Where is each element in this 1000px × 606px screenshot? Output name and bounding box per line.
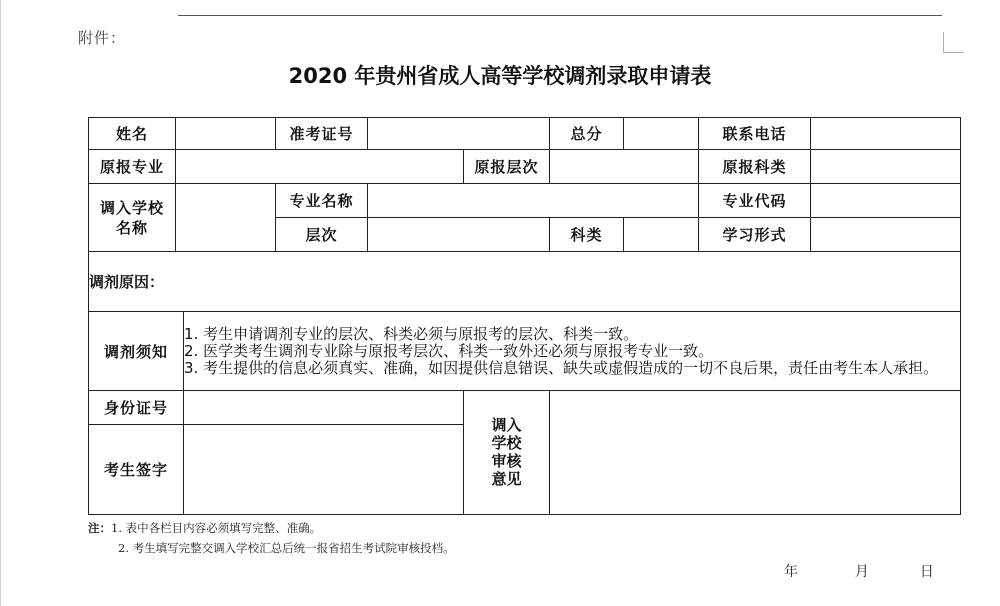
note-lead: 注： <box>88 521 111 535</box>
school-opinion-field[interactable] <box>550 390 961 514</box>
date-day: 日 <box>919 564 934 580</box>
orig-level-field[interactable] <box>550 150 699 184</box>
category-label: 科类 <box>550 218 624 252</box>
orig-category-field[interactable] <box>811 150 961 184</box>
school-opinion-label-line3: 审核 <box>491 452 522 471</box>
notices-title: 调剂须知 <box>89 312 184 390</box>
study-mode-label: 学习形式 <box>699 218 811 252</box>
major-name-field[interactable] <box>368 184 699 218</box>
footer-note-1 <box>88 518 455 538</box>
notice-item: 1. 考生申请调剂专业的层次、科类必须与原报考的层次、科类一致。 <box>184 324 639 343</box>
date-line <box>784 561 934 581</box>
row-basic-info <box>89 118 961 150</box>
phone-label: 联系电话 <box>699 118 811 150</box>
id-number-label: 身份证号 <box>89 390 184 424</box>
date-year: 年 <box>784 564 798 580</box>
header-rule <box>178 15 942 16</box>
level-label: 层次 <box>276 218 368 252</box>
study-mode-field[interactable] <box>811 218 961 252</box>
application-form-table <box>88 117 961 515</box>
signature-field[interactable] <box>184 424 464 514</box>
transfer-school-label-line1: 调入学校 <box>99 198 164 217</box>
orig-category-label: 原报科类 <box>699 150 811 184</box>
major-code-label: 专业代码 <box>699 184 811 218</box>
form-title: 2020 年贵州省成人高等学校调剂录取申请表 <box>288 64 712 88</box>
orig-level-label: 原报层次 <box>464 150 550 184</box>
note-1-text: 1. 表中各栏目内容必须填写完整、准确。 <box>111 521 322 535</box>
orig-major-field[interactable] <box>176 150 464 184</box>
notices-list <box>184 312 961 390</box>
reason-field[interactable] <box>89 252 961 312</box>
name-label: 姓名 <box>89 118 176 150</box>
page-left-edge <box>0 0 1 606</box>
footer-notes <box>88 518 455 558</box>
notice-item: 3. 考生提供的信息必须真实、准确，如因提供信息错误、缺失或虚假造成的一切不良后果，责任由考生本人承担。 <box>184 358 939 377</box>
school-opinion-label-line1: 调入 <box>491 416 522 435</box>
exam-id-label: 准考证号 <box>276 118 368 150</box>
row-id-number <box>89 390 961 424</box>
reason-label: 调剂原因： <box>89 273 165 292</box>
row-transfer-major <box>89 184 961 218</box>
total-score-field[interactable] <box>624 118 699 150</box>
date-month: 月 <box>854 564 869 580</box>
page-corner-mark <box>943 32 964 53</box>
transfer-school-field[interactable] <box>176 184 276 252</box>
notice-item: 2. 医学类考生调剂专业除与原报考层次、科类一致外还必须与原报考专业一致。 <box>184 341 714 360</box>
row-reason <box>89 252 961 312</box>
exam-id-field[interactable] <box>368 118 550 150</box>
transfer-school-label-line2: 名称 <box>115 218 148 237</box>
major-name-label: 专业名称 <box>276 184 368 218</box>
phone-field[interactable] <box>811 118 961 150</box>
row-original-application <box>89 150 961 184</box>
name-field[interactable] <box>176 118 276 150</box>
attachment-label: 附件： <box>78 29 127 47</box>
orig-major-label: 原报专业 <box>89 150 176 184</box>
level-field[interactable] <box>368 218 550 252</box>
total-score-label: 总分 <box>550 118 624 150</box>
row-notices <box>89 312 961 390</box>
school-opinion-label-line2: 学校 <box>491 434 522 453</box>
major-code-field[interactable] <box>811 184 961 218</box>
signature-label: 考生签字 <box>89 424 184 514</box>
category-field[interactable] <box>624 218 699 252</box>
school-opinion-label-line4: 意见 <box>491 470 522 489</box>
school-opinion-label <box>464 390 550 514</box>
transfer-school-label <box>89 184 176 252</box>
footer-note-2: 2. 考生填写完整交调入学校汇总后统一报省招生考试院审核投档。 <box>118 541 455 555</box>
id-number-field[interactable] <box>184 390 464 424</box>
